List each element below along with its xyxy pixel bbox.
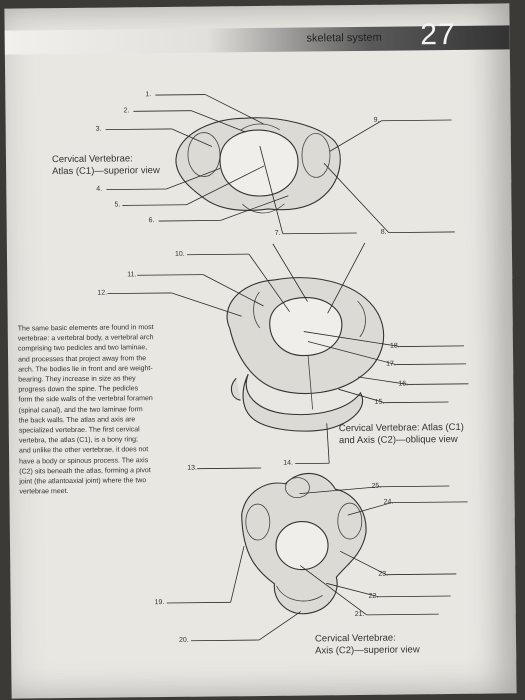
body-line: comprising two pedicles and two laminae,	[17, 344, 148, 353]
description-text	[18, 323, 198, 498]
body-line: The same basic elements are found in most	[17, 324, 154, 333]
caption-oblique-line-2: and Axis (C2)—oblique view	[338, 433, 458, 447]
body-line: vertebra, the atlas (C1), is a bony ring;	[18, 436, 139, 445]
label-5: 5.	[114, 201, 121, 209]
label-25: 25.	[371, 482, 382, 490]
caption-atlas	[52, 153, 160, 178]
body-line: and processes that project away from the	[18, 354, 147, 364]
body-line: progress down the spine. The pedicles	[18, 385, 139, 394]
label-15: 15.	[374, 398, 385, 406]
label-13: 13.	[187, 464, 197, 472]
caption-oblique	[339, 422, 464, 447]
atlas-superior-illustration	[176, 117, 341, 214]
body-line: the back walls. The atlas and axis are	[18, 416, 136, 425]
label-7: 7.	[274, 229, 281, 237]
label-11: 11.	[127, 271, 137, 279]
label-20: 20.	[178, 636, 189, 644]
label-17: 17.	[386, 360, 396, 368]
label-2: 2.	[123, 107, 130, 115]
label-3: 3.	[95, 125, 102, 133]
body-line: vertebrae meet.	[19, 488, 69, 496]
body-line: (C2) sits beneath the atlas, forming a pivot	[19, 466, 151, 476]
caption-axis	[315, 632, 420, 657]
caption-oblique-line-1: Cervical Vertebrae: Atlas (C1)	[338, 421, 465, 435]
label-12: 12.	[97, 289, 108, 297]
label-19: 19.	[154, 599, 165, 607]
header-title: skeletal system	[306, 31, 382, 45]
caption-axis-line-1: Cervical Vertebrae:	[314, 632, 396, 645]
label-4: 4.	[96, 185, 103, 193]
body-line: specialized vertebrae. The first cervical	[18, 426, 140, 435]
body-line: arch. The bodies lie in front and are weight-	[18, 364, 153, 374]
body-line: joint (the atlantoaxial joint) where the two	[19, 477, 147, 486]
label-9: 9.	[373, 116, 380, 124]
body-line: and unlike the other vertebrae, it does not	[19, 446, 149, 455]
label-22: 22.	[368, 592, 379, 600]
label-16: 16.	[398, 380, 409, 388]
label-10: 10.	[174, 250, 185, 258]
label-24: 24.	[383, 498, 394, 506]
label-14: 14.	[283, 459, 293, 467]
atlas-axis-oblique-illustration	[227, 277, 385, 432]
label-18: 18.	[389, 342, 400, 350]
label-23: 23.	[378, 570, 389, 578]
caption-axis-line-2: Axis (C2)—superior view	[315, 644, 420, 657]
caption-atlas-line-1: Cervical Vertebrae:	[51, 153, 133, 166]
body-line: have a body or spinous process. The axis	[19, 456, 149, 466]
caption-atlas-line-2: Atlas (C1)—superior view	[52, 165, 160, 178]
body-line: form the side walls of the vertebral foramen	[18, 395, 153, 404]
page-number: 27	[420, 17, 456, 52]
body-line: bearing. They increase in size as they	[18, 375, 136, 384]
body-line: (spinal canal), and the two laminae form	[18, 405, 143, 415]
label-6: 6.	[148, 217, 155, 225]
axis-superior-illustration	[241, 473, 367, 614]
worksheet-page	[4, 3, 516, 698]
body-line: vertebrae: a vertebral body, a vertebral arch	[17, 334, 154, 343]
label-21: 21.	[354, 610, 365, 619]
label-8: 8.	[380, 228, 387, 236]
label-1: 1.	[145, 91, 152, 99]
